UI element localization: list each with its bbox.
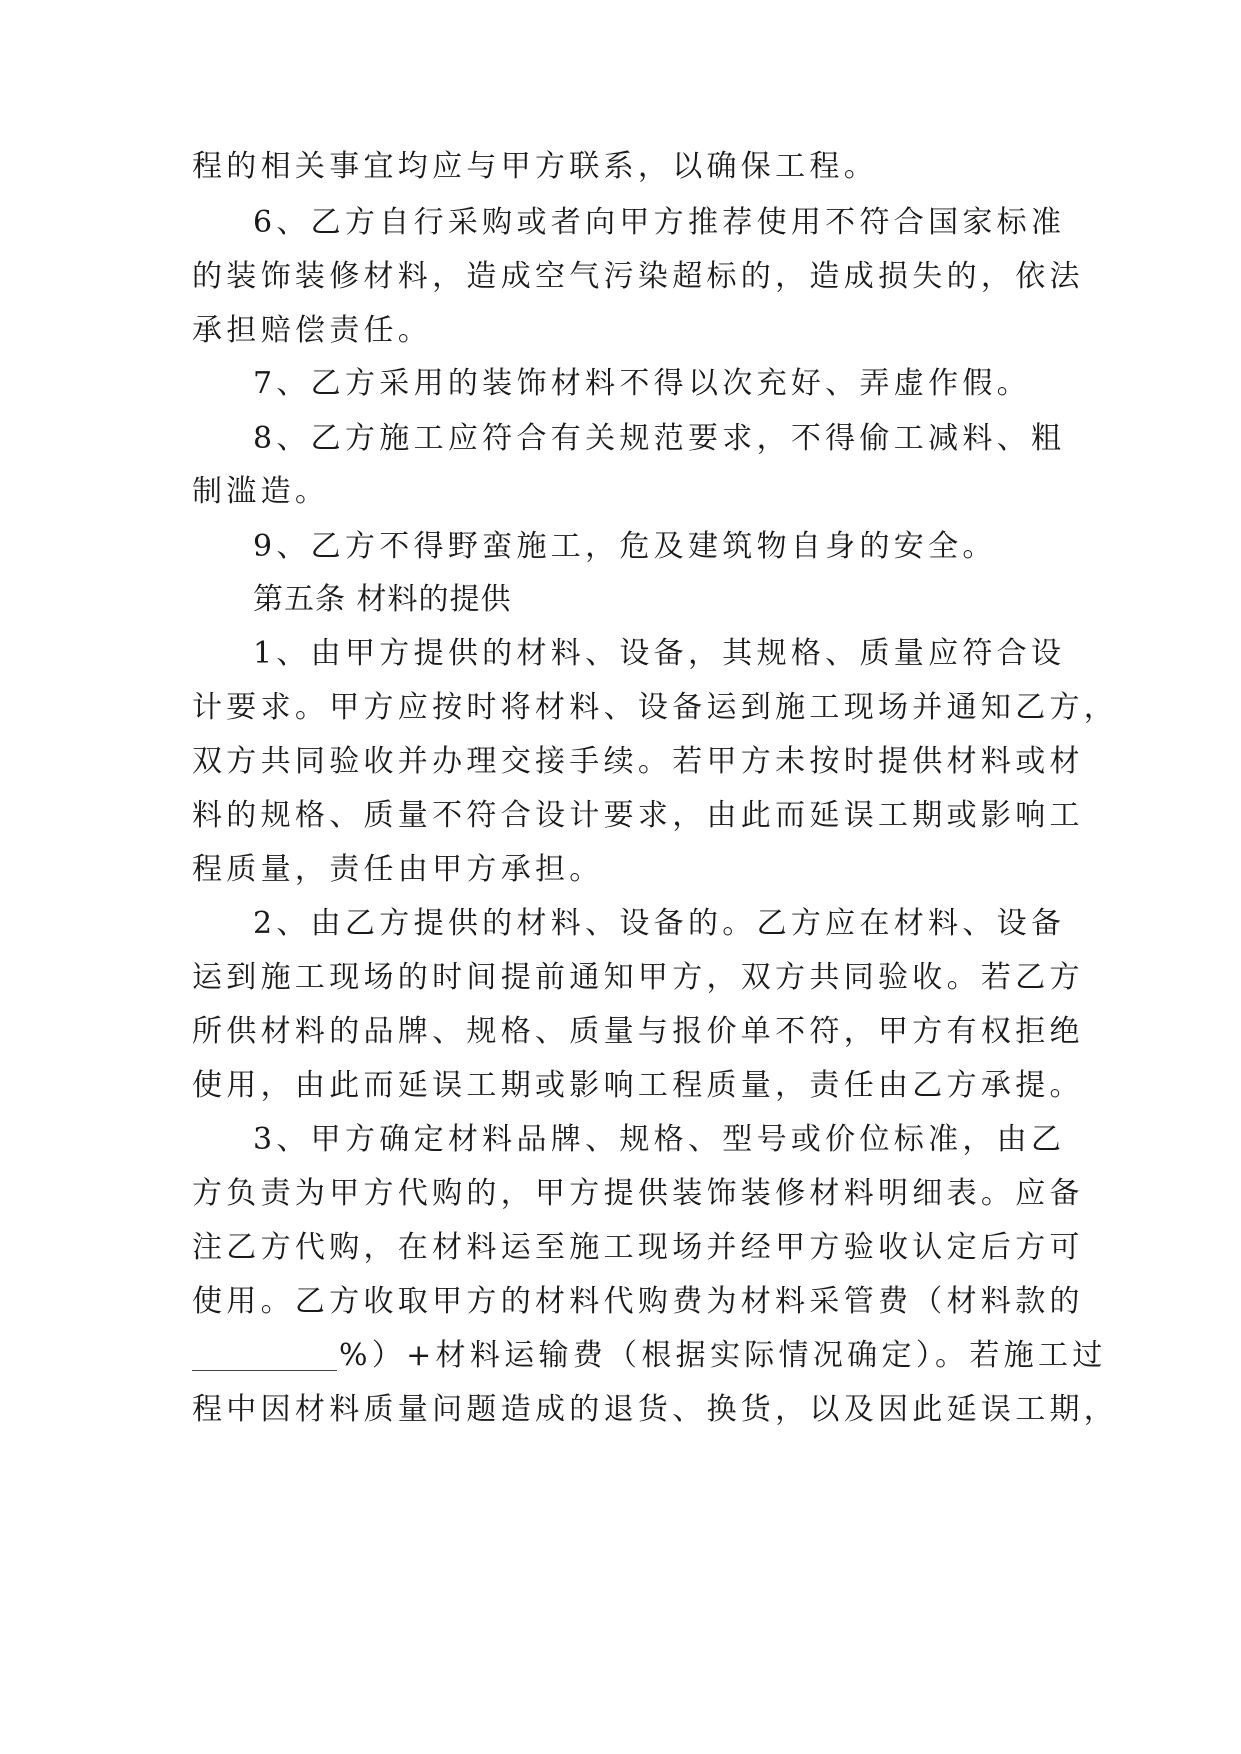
text-line: 9、乙方不得野蛮施工，危及建筑物自身的安全。: [253, 529, 997, 564]
text-line: 双方共同验收并办理交接手续。若甲方未按时提供材料或材: [192, 744, 1084, 779]
text-line: 程的相关事宜均应与甲方联系，以确保工程。: [192, 149, 878, 184]
text-line-with-blank: [192, 1336, 1107, 1376]
text-line: 计要求。甲方应按时将材料、设备运到施工现场并通知乙方，: [192, 690, 1119, 725]
text-line: 程质量，责任由甲方承担。: [192, 852, 604, 887]
text-line: 注乙方代购，在材料运至施工现场并经甲方验收认定后方可: [192, 1230, 1084, 1265]
text-line: 运到施工现场的时间提前通知甲方，双方共同验收。若乙方: [192, 960, 1084, 995]
text-line: 的装饰装修材料，造成空气污染超标的，造成损失的，依法: [192, 259, 1084, 294]
text-line: 料的规格、质量不符合设计要求，由此而延误工期或影响工: [192, 798, 1084, 833]
text-line: 2、由乙方提供的材料、设备的。乙方应在材料、设备: [253, 906, 1066, 941]
text-line: 使用。乙方收取甲方的材料代购费为材料采管费（材料款的: [192, 1284, 1084, 1319]
text-line: 8、乙方施工应符合有关规范要求，不得偷工减料、粗: [253, 421, 1066, 456]
text-line: 3、甲方确定材料品牌、规格、型号或价位标准，由乙: [253, 1122, 1066, 1157]
text-line: 1、由甲方提供的材料、设备，其规格、质量应符合设: [253, 636, 1066, 671]
text-line: 制滥造。: [192, 474, 330, 509]
text-line: 6、乙方自行采购或者向甲方推荐使用不符合国家标准: [253, 205, 1066, 240]
text-line: 7、乙方采用的装饰材料不得以次充好、弄虚作假。: [253, 366, 1031, 401]
text-line: 承担赔偿责任。: [192, 313, 433, 348]
text-segment: %）+材料运输费（根据实际情况确定）。若施工过: [339, 1338, 1107, 1373]
text-line: 方负责为甲方代购的，甲方提供装饰装修材料明细表。应备: [192, 1176, 1084, 1211]
text-line: 使用，由此而延误工期或影响工程质量，责任由乙方承提。: [192, 1068, 1084, 1103]
fill-in-blank: [192, 1340, 337, 1371]
text-line: 程中因材料质量问题造成的退货、换货，以及因此延误工期，: [192, 1392, 1119, 1427]
text-line: 所供材料的品牌、规格、质量与报价单不符，甲方有权拒绝: [192, 1014, 1084, 1049]
section-heading: 第五条 材料的提供: [253, 582, 512, 617]
